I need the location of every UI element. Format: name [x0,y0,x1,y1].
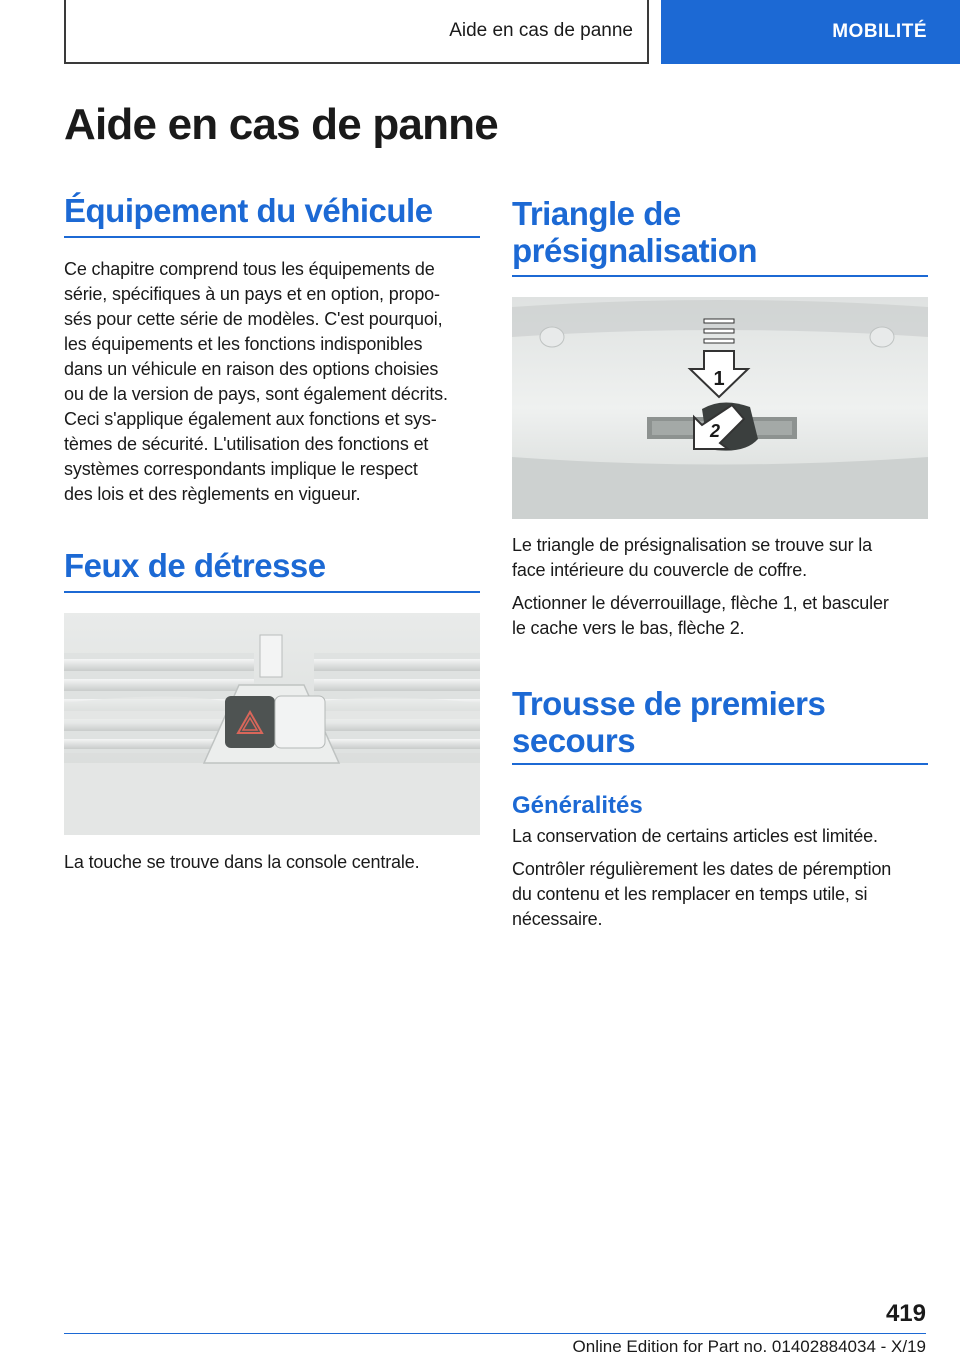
section-first-aid-kit [512,685,928,932]
heading-hazard-lights: Feux de détresse [64,547,326,584]
text-line: ou de la version de pays, sont également décrits. [64,384,448,404]
page-title: Aide en cas de panne [64,100,498,149]
hazard-button [225,696,325,748]
heading-rule [512,763,928,765]
heading-rule [64,236,480,238]
heading-warning-triangle-line: présignalisation [512,232,758,269]
text-line: face intérieure du couvercle de coffre. [512,560,807,580]
text-line: Ceci s'applique également aux fonctions et sys‐ [64,409,437,429]
hazard-button-illustration [64,613,480,835]
heading-rule [512,275,928,277]
text-line: le cache vers le bas, flèche 2. [512,618,745,638]
running-header-chapter [661,0,960,64]
warning-triangle-illustration [512,297,928,519]
page-number: 419 [885,1300,926,1327]
heading-warning-triangle-line: Triangle de [512,195,681,232]
first-aid-paragraph-2 [512,857,928,932]
text-line: série, spécifiques à un pays et en option, propo‐ [64,284,440,304]
section-equipment [64,192,480,507]
edition-note: Online Edition for Part no. 01402884034 - X/19 [572,1337,926,1356]
arrow-1-label: 1 [713,368,725,390]
heading-first-aid-line: secours [512,722,636,759]
arrow-2-label: 2 [709,421,721,441]
header-section-title: Aide en cas de panne [449,20,633,41]
subheading-generalities: Généralités [512,792,643,819]
section-hazard-lights [64,547,480,875]
text-line: Le triangle de présignalisation se trouve sur la [512,535,873,555]
text-line: nécessaire. [512,909,603,929]
hazard-caption: La touche se trouve dans la console centrale. [64,852,420,872]
text-line: dans un véhicule en raison des options choisies [64,359,439,379]
text-line: des lois et des règlements en vigueur. [64,484,361,504]
running-header-section [64,0,649,64]
text-line: sés pour cette série de modèles. C'est pourquoi, [64,309,443,329]
equipment-paragraph [64,257,480,507]
section-warning-triangle [512,195,928,641]
footer-rule [64,1333,926,1334]
heading-rule [64,591,480,593]
first-aid-paragraph-1: La conservation de certains articles est limitée. [512,826,878,846]
text-line: systèmes correspondants implique le respect [64,459,418,479]
text-line: du contenu et les remplacer en temps utile, si [512,884,868,904]
text-line: tèmes de sécurité. L'utilisation des fonctions et [64,434,429,454]
heading-first-aid-line: Trousse de premiers [512,685,826,722]
right-column [512,190,928,932]
triangle-paragraph-1 [512,533,928,583]
text-line: Actionner le déverrouillage, flèche 1, et basculer [512,593,889,613]
header-chapter-title: MOBILITÉ [832,21,927,42]
text-line: les équipements et les fonctions indisponibles [64,334,423,354]
text-line: Contrôler régulièrement les dates de péremption [512,859,892,879]
left-column [64,190,480,875]
triangle-paragraph-2 [512,591,928,641]
text-line: Ce chapitre comprend tous les équipements de [64,259,435,279]
heading-equipment: Équipement du véhicule [64,192,433,229]
